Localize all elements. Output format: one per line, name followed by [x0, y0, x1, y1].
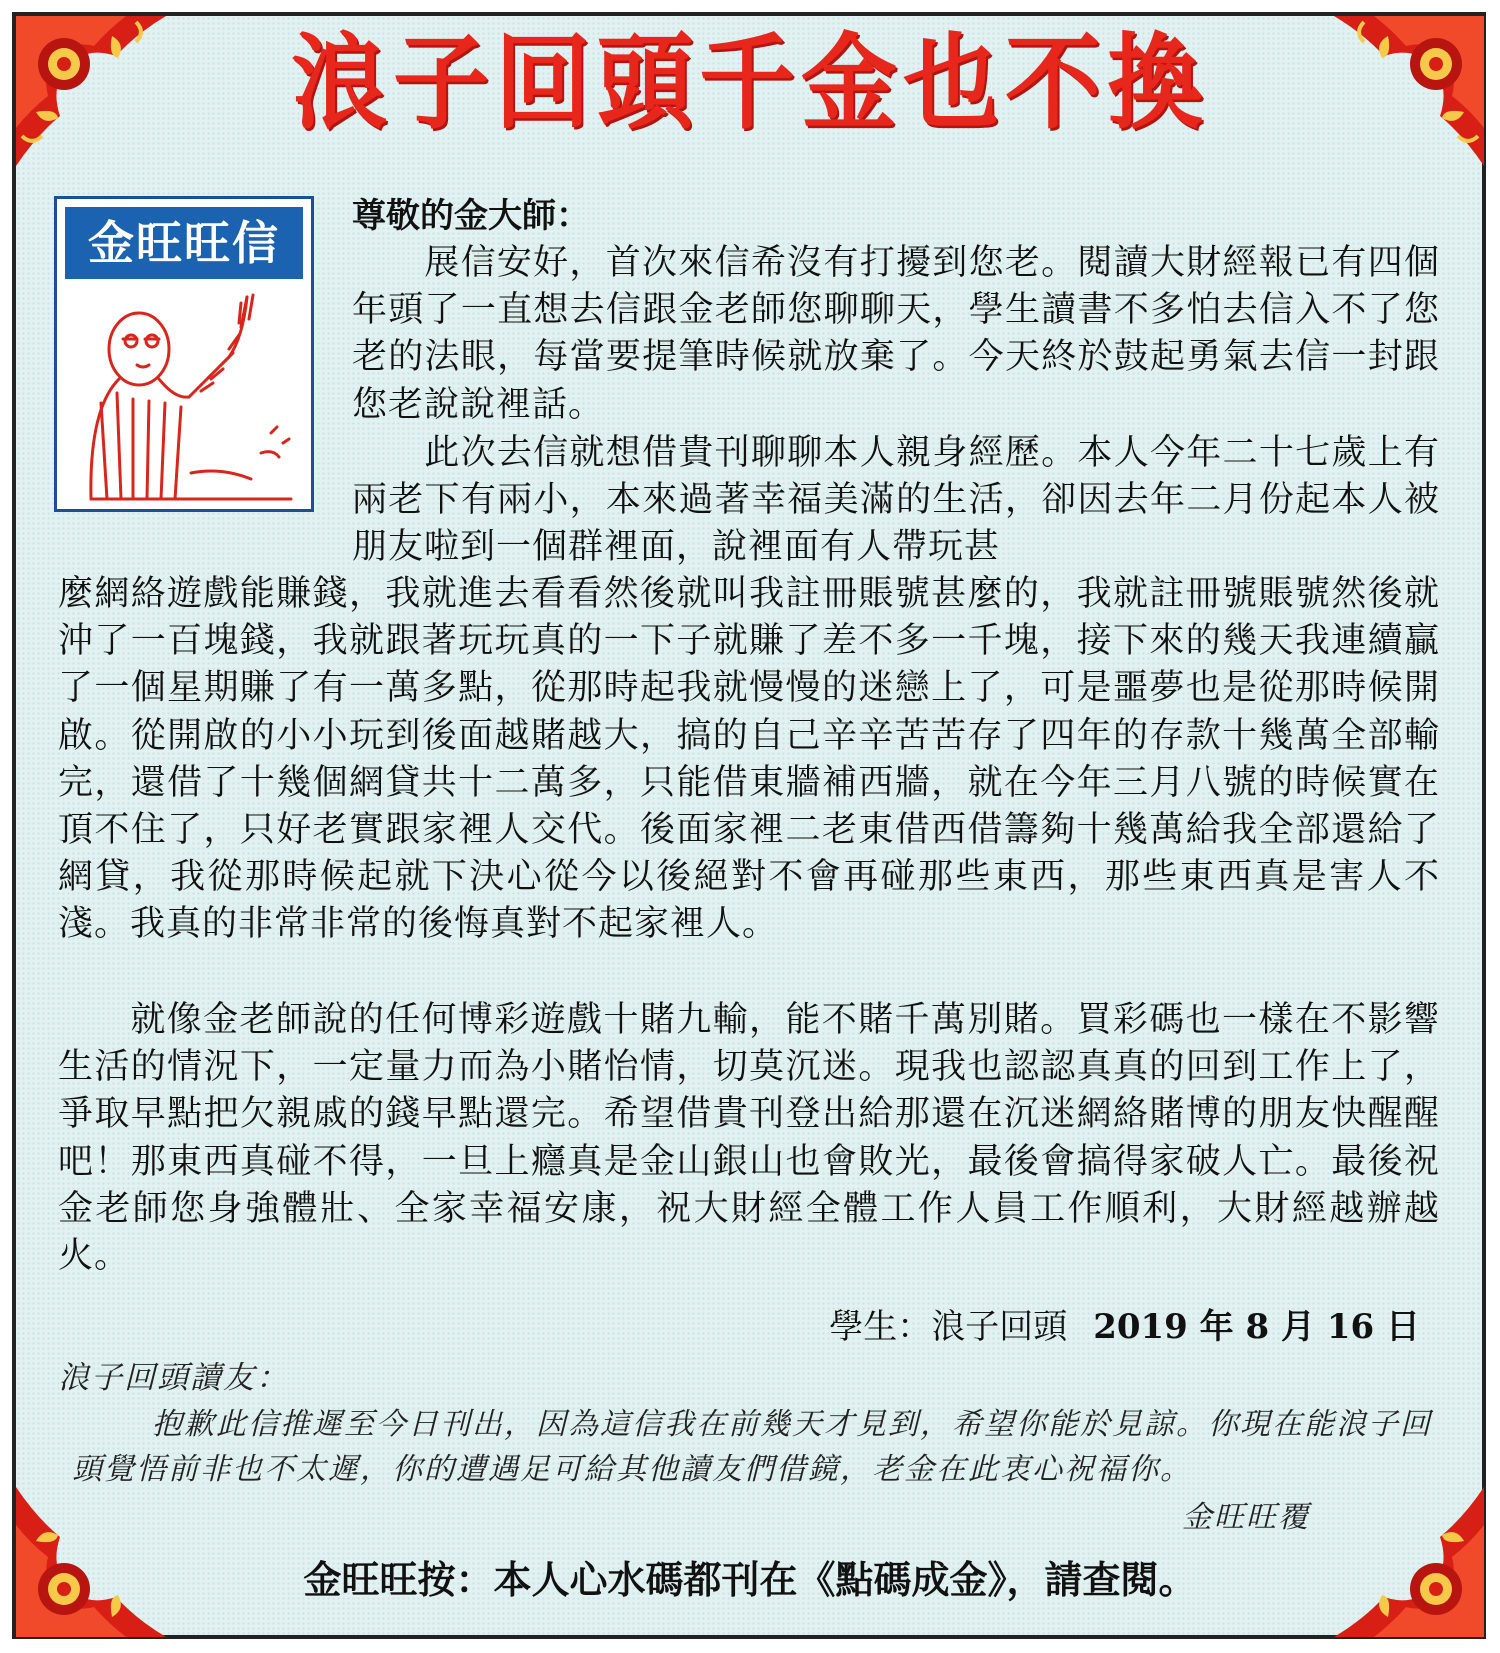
headline: 浪子回頭千金也不換 — [291, 21, 1209, 144]
ornamental-corner-icon — [1314, 1467, 1484, 1637]
letter-signature: 學生：浪子回頭 — [829, 1307, 1068, 1347]
footer-note: 金旺旺按：本人心水碼都刊在《點碼成金》，請查閱。 — [303, 1558, 1197, 1602]
letter-paragraph-3-text: 就像金老師說的任何博彩遊戲十賭九輸，能不賭千萬別賭。買彩碼也一樣在不影響生活的情況下，一定量力而為小賭怡情，切莫沉迷。現我也認認真真的回到工作上了，爭取早點把欠親戚的錢早點還完。希望借貴刊登出給那還在沉迷網絡賭博的朋友快醒醒吧！那東西真碰不得，一旦上癮真是金山銀山也會敗光，最後會搞得家破人亡。最後祝金老師您身強體壯、全家幸福安康，祝大財經全體工作人員工作順利，大財經越辦越火。 — [58, 1000, 1440, 1277]
letter-paragraph-2-bottom: 麼網絡遊戲能賺錢，我就進去看看然後就叫我註冊賬號甚麼的，我就註冊號賬號然後就沖了一百塊錢，我就跟著玩玩真的一下子就賺了差不多一千塊，接下來的幾天我連續贏了一個星期賺了有一萬多點，從那時起我就慢慢的迷戀上了，可是噩夢也是從那時候開啟。從開啟的小小玩到後面越賭越大，搞的自己辛辛苦苦存了四年的存款十幾萬全部輸完，還借了十幾個網貸共十二萬多，只能借東牆補西牆，就在今年三月八號的時候實在頂不住了，只好老實跟家裡人交代。後面家裡二老東借西借籌夠十幾萬給我全部還給了網貸，我從那時候起就下決心從今以後絕對不會再碰那些東西，那些東西真是害人不淺。我真的非常非常的後悔真對不起家裡人。 — [58, 574, 1440, 945]
letter-signoff — [829, 1304, 1420, 1350]
ornamental-corner-icon — [16, 1467, 186, 1637]
letter-salutation: 尊敬的金大師： — [352, 196, 590, 236]
reply-greeting: 浪子回頭讀友： — [58, 1360, 289, 1396]
reply-body-text: 抱歉此信推遲至今日刊出，因為這信我在前幾天才見到，希望你能於見諒。你現在能浪子回頭覺悟前非也不太遲，你的遭遇足可給其他讀友們借鏡，老金在此衷心祝福你。 — [72, 1407, 1432, 1487]
letter-paragraph-3 — [58, 997, 1440, 1280]
column-logo — [54, 196, 314, 512]
pointing-man-illustration — [61, 283, 309, 507]
column-logo-label: 金旺旺信箱 — [65, 207, 303, 279]
reply-signature: 金旺旺覆 — [1182, 1500, 1310, 1535]
letter-paragraph-1-text: 展信安好，首次來信希沒有打擾到您老。閱讀大財經報已有四個年頭了一直想去信跟金老師您聊聊天，學生讀書不多怕去信入不了您老的法眼，每當要提筆時候就放棄了。今天終於鼓起勇氣去信一封跟您老說說裡話。 — [352, 243, 1440, 425]
letter-date: 2019 年 8 月 16 日 — [1093, 1307, 1420, 1347]
letter-paragraph-2-top-text: 此次去信就想借貴刊聊聊本人親身經歷。本人今年二十七歲上有兩老下有兩小，本來過著幸福美滿的生活，卻因去年二月份起本人被朋友啦到一個群裡面，說裡面有人帶玩甚 — [352, 433, 1440, 568]
letter-paragraph-2-top — [352, 430, 1440, 572]
letter-paragraph-1 — [352, 240, 1440, 429]
reply-body — [72, 1402, 1432, 1492]
